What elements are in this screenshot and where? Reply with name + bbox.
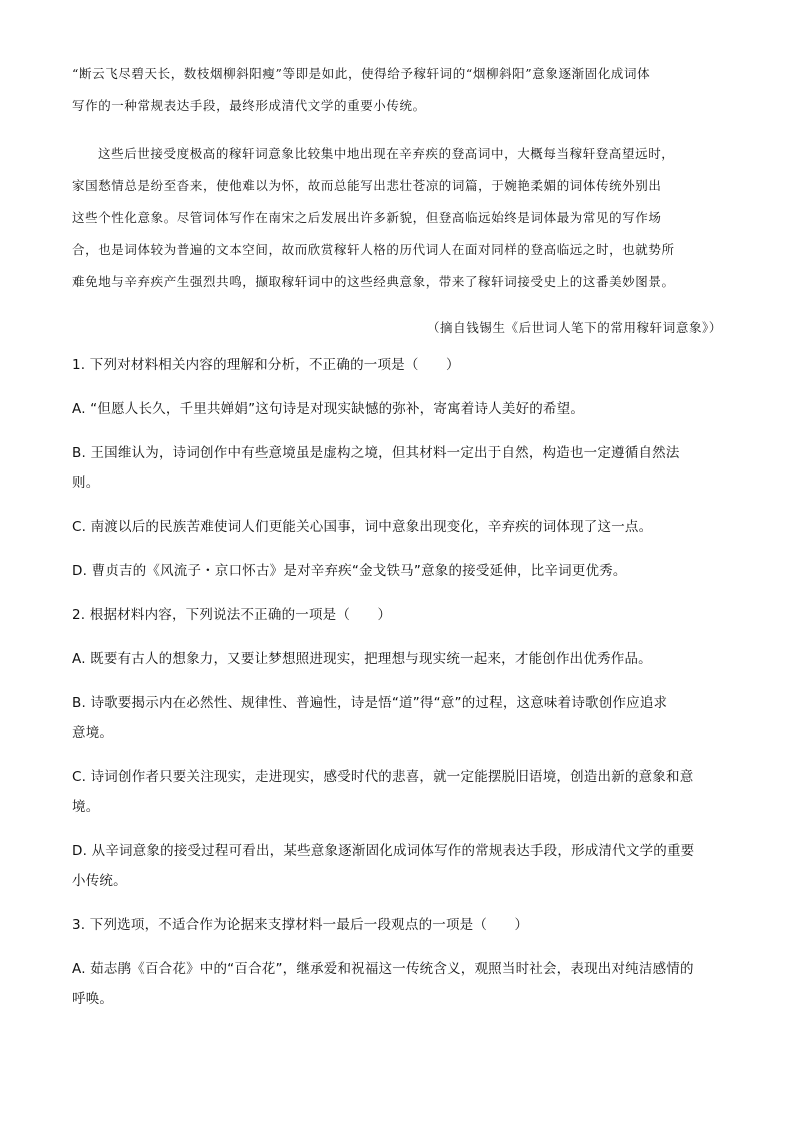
question-2-option-c-line-1: C. 诗词创作者只要关注现实，走进现实，感受时代的悲喜，就一定能摆脱旧语境，创造出新的意象和意: [72, 769, 694, 785]
passage-paragraph-1-line-2: 写作的一种常规表达手段，最终形成清代文学的重要小传统。: [72, 98, 426, 113]
passage-paragraph-2-line-4: 合，也是词体较为普遍的文本空间，故而欣赏稼轩人格的历代词人在面对同样的登高临远之时，也就势所: [72, 242, 675, 257]
question-2-option-d-line-2: 小传统。: [72, 873, 127, 889]
passage-source-citation: （摘自钱锡生《后世词人笔下的常用稼轩词意象》）: [426, 320, 722, 335]
passage-paragraph-1-line-1: “断云飞尽碧天长，数枝烟柳斜阳瘦”等即是如此，使得给予稼轩词的“烟柳斜阳”意象逐渐固化成词体: [72, 66, 651, 81]
question-2-option-a: A. 既要有古人的想象力，又要让梦想照进现实，把理想与现实统一起来，才能创作出优秀作品。: [72, 651, 652, 667]
question-1-option-b-line-2: 则。: [72, 475, 100, 491]
question-1-option-b-line-1: B. 王国维认为，诗词创作中有些意境虽是虚构之境，但其材料一定出于自然，构造也一定遵循自然法: [72, 445, 680, 461]
question-3-option-a-line-1: A. 茹志鹃《百合花》中的“百合花”，继承爱和祝福这一传统含义，观照当时社会，表现出对纯洁感情的: [72, 961, 694, 977]
passage-section: [72, 58, 722, 344]
question-2-option-c-line-2: 境。: [72, 799, 100, 815]
question-2-option-b-line-2: 意境。: [72, 725, 114, 741]
question-1-option-c: C. 南渡以后的民族苦难使词人们更能关心国事，词中意象出现变化，辛弃疾的词体现了这一点。: [72, 519, 653, 535]
question-1-option-a: A. “但愿人长久，千里共婵娟”这句诗是对现实缺憾的弥补，寄寓着诗人美好的希望。: [72, 401, 585, 417]
passage-paragraph-2-line-3: 这些个性化意象。尽管词体写作在南宋之后发展出许多新貌，但登高临远始终是词体最为常见的写作场: [72, 210, 662, 225]
question-2-option-b-line-1: B. 诗歌要揭示内在必然性、规律性、普遍性，诗是悟“道”得“意”的过程，这意味着诗歌创作应追求: [72, 695, 668, 711]
question-1-option-d: D. 曹贞吉的《风流子・京口怀古》是对辛弃疾“金戈铁马”意象的接受延伸，比辛词更优秀。: [72, 563, 627, 579]
passage-paragraph-2-line-1: 这些后世接受度极高的稼轩词意象比较集中地出现在辛弃疾的登高词中，大概每当稼轩登高望远时，: [98, 146, 675, 161]
question-3-stem: 3. 下列选项，不适合作为论据来支撑材料一最后一段观点的一项是（ ）: [72, 917, 529, 933]
question-2-stem: 2. 根据材料内容，下列说法不正确的一项是（ ）: [72, 607, 392, 623]
questions-section: [72, 350, 724, 1014]
question-1-stem: 1. 下列对材料相关内容的理解和分析，不正确的一项是（ ）: [72, 357, 460, 373]
question-3-option-a-line-2: 呼唤。: [72, 991, 114, 1007]
passage-paragraph-2-line-2: 家国愁情总是纷至沓来，使他难以为怀，故而总能写出悲壮苍凉的词篇，于婉艳柔媚的词体传统外别出: [72, 178, 662, 193]
passage-paragraph-2-line-5: 难免地与辛弃疾产生强烈共鸣，撷取稼轩词中的这些经典意象，带来了稼轩词接受史上的这番美妙图景。: [72, 274, 675, 289]
question-2-option-d-line-1: D. 从辛词意象的接受过程可看出，某些意象逐渐固化成词体写作的常规表达手段，形成清代文学的重要: [72, 843, 695, 859]
